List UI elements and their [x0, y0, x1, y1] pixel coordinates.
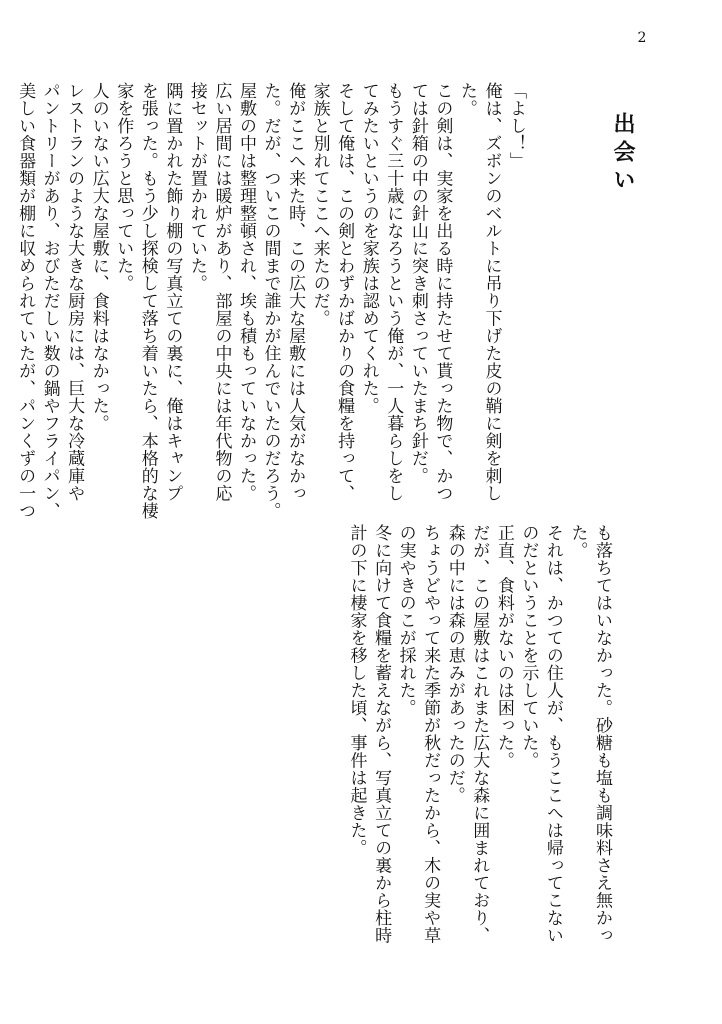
- text-line: た。だが、ついこの間まで誰かが住んでいたのだろう。: [260, 82, 281, 520]
- text-line: 正直、食料がないのは困った。: [493, 524, 514, 769]
- text-line: 計の下に棲家を移した頃、事件は起きた。: [346, 524, 367, 857]
- text-line: 森の中には森の恵みがあったのだ。: [444, 524, 465, 804]
- text-line: 俺は、ズボンのベルトに吊り下げた皮の鞘に剣を刺し: [481, 82, 502, 502]
- text-line: てみたいというのを家族は認めてくれた。: [358, 82, 379, 415]
- text-line: た。: [456, 82, 477, 117]
- text-line: 隅に置かれた飾り棚の写真立ての裏に、俺はキャンプ: [162, 82, 183, 502]
- text-line: もうすぐ三十歳になろうという俺が、一人暮らしをし: [383, 82, 404, 502]
- text-line: のだということを示していた。: [518, 524, 539, 769]
- text-line: レストランのような大きな厨房には、巨大な冷蔵庫や: [64, 82, 85, 502]
- text-line: 美しい食器類が棚に収められていたが、パンくずの一つ: [15, 82, 36, 520]
- page-number: 2: [637, 30, 647, 46]
- text-line: ちょうどやって来た季節が秋だったから、木の実や草: [420, 524, 441, 944]
- text-line: 家を作ろうと思っていた。: [113, 82, 134, 292]
- text-line: 「よし！」: [506, 82, 526, 170]
- body-text-upper: [15, 82, 528, 520]
- text-line: の実やきのこが採れた。: [395, 524, 416, 717]
- text-line: 広い居間には暖炉があり、部屋の中央には年代物の応: [211, 82, 232, 502]
- text-line: 屋敷の中は整理整頓され、埃も積もっていなかった。: [235, 82, 256, 502]
- text-line: 家族と別れてここへ来たのだ。: [309, 82, 330, 327]
- text-line: だが、この屋敷はこれまた広大な森に囲まれており、: [469, 524, 490, 944]
- text-line: を張った。もう少し探検して落ち着いたら、本格的な棲: [137, 82, 158, 520]
- text-line: そして俺は、この剣とわずかばかりの食糧を持って、: [334, 82, 355, 502]
- body-text-lower: [346, 524, 614, 948]
- text-line: パントリーがあり、おびただしい数の鍋やフライパン、: [39, 82, 60, 520]
- text-line: ては針箱の中の針山に突き刺さっていたまち針だ。: [407, 82, 428, 485]
- text-line: この剣は、実家を出る時に持たせて貰った物で、かつ: [432, 82, 453, 502]
- chapter-title: 出会い: [610, 112, 636, 196]
- text-line: それは、かつての住人が、もうここへは帰ってこない: [542, 524, 563, 944]
- text-line: 冬に向けて食糧を蓄えながら、写真立ての裏から柱時: [371, 524, 392, 944]
- text-line: も落ちてはいなかった。砂糖も塩も調味料さえ無かっ: [592, 524, 612, 944]
- text-line: 俺がここへ来た時、この広大な屋敷には人気がなかっ: [285, 82, 306, 502]
- text-line: た。: [567, 524, 588, 559]
- text-line: 人のいない広大な屋敷に、食料はなかった。: [88, 82, 109, 432]
- text-line: 接セットが置かれていた。: [186, 82, 207, 292]
